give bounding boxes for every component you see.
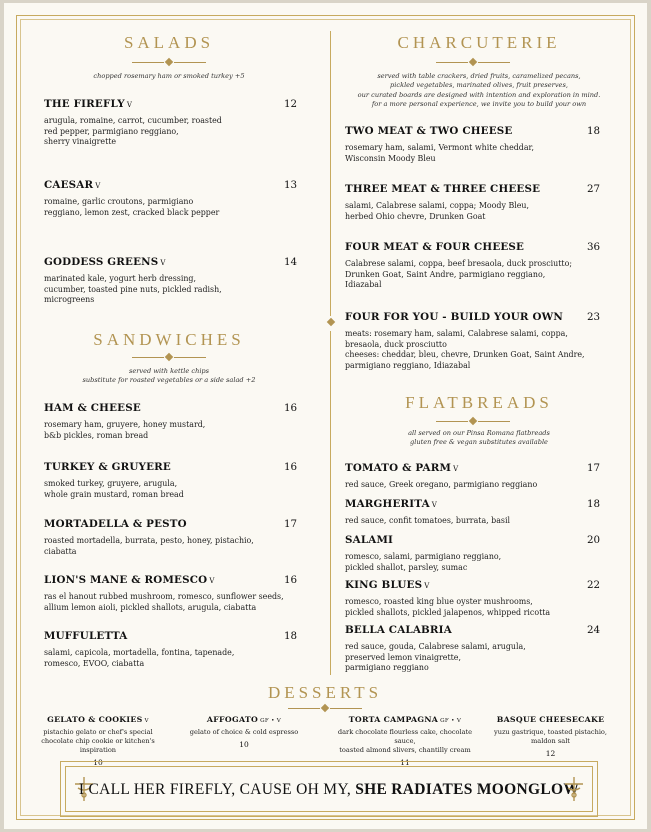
dessert-description: pistachio gelato or chef's special chocolate chip cookie or kitchen's inspiration	[41, 728, 155, 754]
item-name	[345, 624, 615, 636]
sandwiches-item	[44, 402, 314, 441]
item-name	[44, 179, 314, 191]
item-name-text: SALAMI	[345, 534, 394, 546]
dietary-tag: V	[144, 718, 149, 724]
dietary-tag: V	[453, 465, 459, 473]
flatbreads-item	[345, 534, 615, 573]
item-description: romesco, roasted king blue oyster mushrooms, pickled shallots, pickled jalapenos, whipped ricotta	[345, 597, 551, 617]
tagline-text: I CALL HER FIREFLY, CAUSE OH MY, SHE RADIATES MOONGLOW	[78, 781, 580, 798]
dessert-price: 11	[400, 758, 410, 767]
dessert-description: dark chocolate flourless cake, chocolate sauce, toasted almond slivers, chantilly cream	[337, 728, 473, 754]
flatbreads-item	[345, 462, 615, 491]
dietary-tag: V	[209, 577, 215, 585]
sandwiches-ornament	[132, 354, 206, 362]
dessert-price: 10	[239, 740, 249, 749]
dietary-tag: V	[95, 182, 101, 190]
item-price: 17	[587, 462, 601, 474]
item-name-text: GODDESS GREENS	[44, 256, 159, 268]
item-name-text: TURKEY & GRUYERE	[44, 461, 171, 473]
item-description: salami, Calabrese salami, coppa; Moody Bleu, herbed Ohio chevre, Drunken Goat	[345, 201, 530, 221]
item-price: 36	[587, 241, 601, 253]
item-description: marinated kale, yogurt herb dressing, cucumber, toasted pine nuts, pickled radish, microgreens	[44, 274, 222, 305]
item-description: red sauce, confit tomatoes, burrata, basil	[345, 516, 511, 525]
dessert-name-text: AFFOGATO	[206, 715, 259, 724]
item-price: 14	[284, 256, 298, 268]
flatbreads-item	[345, 498, 615, 527]
item-name	[345, 579, 615, 591]
salads-ornament	[132, 59, 206, 67]
item-price: 16	[284, 574, 298, 586]
cross-ornament-icon	[563, 776, 585, 802]
dessert-price: 10	[93, 758, 103, 767]
menu-page	[4, 3, 647, 829]
item-description: meats: rosemary ham, salami, Calabrese salami, coppa, bresaola, duck prosciutto cheeses: cheddar, bleu, chevre, Drunken Goat, Saint Andre, parmigiano reggiano, Idiazabal	[345, 329, 585, 370]
sandwiches-note: served with kettle chips substitute for roasted vegetables or a side salad +2	[82, 367, 256, 385]
item-name	[44, 402, 314, 414]
item-price: 18	[284, 630, 298, 642]
flatbreads-item	[345, 579, 615, 618]
item-price: 23	[587, 311, 601, 323]
item-description: roasted mortadella, burrata, pesto, honey, pistachio, ciabatta	[44, 536, 254, 556]
item-description: salami, capicola, mortadella, fontina, tapenade, romesco, EVOO, ciabatta	[44, 648, 235, 668]
dietary-tag: V	[424, 582, 430, 590]
dessert-name-text: BASQUE CHEESECAKE	[496, 715, 605, 724]
sandwiches-item	[44, 574, 314, 613]
tagline-banner	[60, 761, 598, 817]
flatbreads-note: all served on our Pinsa Romana flatbreads gluten free & vegan substitutes available	[408, 429, 550, 447]
item-description: ras el hanout rubbed mushroom, romesco, sunflower seeds, allium lemon aioli, pickled shallots, arugula, ciabatta	[44, 592, 284, 612]
item-description: red sauce, gouda, Calabrese salami, arugula, preserved lemon vinaigrette, parmigiano reggiano	[345, 642, 526, 673]
item-name-text: TOMATO & PARM	[345, 462, 452, 474]
salads-item	[44, 98, 314, 148]
item-description: romesco, salami, parmigiano reggiano, pickled shallot, parsley, sumac	[345, 552, 502, 572]
dessert-item	[24, 715, 172, 767]
item-price: 18	[587, 125, 601, 137]
charcuterie-item	[345, 183, 615, 222]
item-price: 24	[587, 624, 601, 636]
charcuterie-ornament	[436, 59, 510, 67]
sandwiches-title: SANDWICHES	[93, 330, 245, 349]
item-name-text: THE FIREFLY	[44, 98, 125, 110]
salads-item	[44, 179, 314, 218]
dessert-item	[478, 715, 623, 758]
sandwiches-item	[44, 461, 314, 500]
salads-item	[44, 256, 314, 306]
item-price: 27	[587, 183, 601, 195]
desserts-ornament	[288, 705, 362, 713]
dessert-description: yuzu gastrique, toasted pistachio, maldon salt	[493, 728, 607, 745]
item-name	[345, 534, 615, 546]
dietary-tag: V	[126, 101, 133, 109]
charcuterie-item	[345, 311, 615, 371]
item-name-text: HAM & CHEESE	[44, 402, 141, 414]
sandwiches-item	[44, 630, 314, 669]
item-price: 20	[587, 534, 601, 546]
dietary-tag: GF • V	[260, 718, 282, 724]
item-price: 12	[284, 98, 298, 110]
item-name	[44, 518, 314, 530]
dessert-item	[330, 715, 480, 767]
dessert-price: 12	[545, 749, 556, 758]
item-description: rosemary ham, gruyere, honey mustard, b&b pickles, roman bread	[44, 420, 206, 440]
item-name-text: MORTADELLA & PESTO	[44, 518, 187, 530]
dessert-item	[174, 715, 314, 749]
item-name	[44, 630, 314, 642]
salads-title: SALADS	[123, 33, 215, 52]
item-price: 17	[284, 518, 298, 530]
dietary-tag: V	[431, 501, 438, 509]
item-name	[345, 125, 615, 137]
item-price: 18	[587, 498, 601, 510]
dessert-name	[174, 715, 314, 724]
item-name-text: MUFFULETTA	[44, 630, 128, 642]
item-name-text: LION'S MANE & ROMESCO	[44, 574, 208, 586]
item-name	[345, 311, 615, 323]
item-name	[44, 461, 314, 473]
item-description: red sauce, Greek oregano, parmigiano reggiano	[345, 480, 538, 489]
item-name	[345, 241, 615, 253]
dessert-name	[330, 715, 480, 724]
dessert-name	[24, 715, 172, 724]
dessert-name	[478, 715, 623, 724]
item-description: romaine, garlic croutons, parmigiano reggiano, lemon zest, cracked black pepper	[44, 197, 220, 217]
dessert-name-text: GELATO & COOKIES	[47, 715, 143, 724]
item-name-text: FOUR FOR YOU - BUILD YOUR OWN	[345, 311, 564, 323]
flatbreads-title: FLATBREADS	[405, 393, 553, 412]
item-name-text: FOUR MEAT & FOUR CHEESE	[345, 241, 525, 253]
item-name-text: TWO MEAT & TWO CHEESE	[345, 125, 513, 137]
item-name-text: KING BLUES	[345, 579, 423, 591]
charcuterie-item	[345, 125, 615, 164]
item-description: rosemary ham, salami, Vermont white cheddar, Wisconsin Moody Bleu	[345, 143, 534, 163]
item-name	[44, 98, 314, 110]
item-name	[345, 498, 615, 510]
item-name	[345, 183, 615, 195]
item-name-text: MARGHERITA	[345, 498, 430, 510]
item-description: Calabrese salami, coppa, beef bresaola, duck prosciutto; Drunken Goat, Saint Andre, parmigiano reggiano, Idiazabal	[345, 259, 572, 290]
desserts-title: DESSERTS	[267, 683, 383, 702]
column-divider-top	[330, 31, 331, 316]
item-name	[44, 256, 314, 268]
item-price: 16	[284, 461, 298, 473]
flatbreads-item	[345, 624, 615, 674]
dessert-description: gelato of choice & cold espresso	[189, 728, 299, 736]
charcuterie-item	[345, 241, 615, 291]
item-price: 16	[284, 402, 298, 414]
salads-note: chopped rosemary ham or smoked turkey +5	[93, 72, 245, 80]
item-description: smoked turkey, gruyere, arugula, whole grain mustard, roman bread	[44, 479, 184, 499]
dessert-name-text: TORTA CAMPAGNA	[348, 715, 439, 724]
item-name-text: BELLA CALABRIA	[345, 624, 452, 636]
charcuterie-title: CHARCUTERIE	[397, 33, 561, 52]
item-name	[345, 462, 615, 474]
item-price: 22	[587, 579, 601, 591]
item-name-text: THREE MEAT & THREE CHEESE	[345, 183, 541, 195]
item-description: arugula, romaine, carrot, cucumber, roasted red pepper, parmigiano reggiano, sherry vinaigrette	[44, 116, 222, 147]
charcuterie-note: served with table crackers, dried fruits, caramelized pecans, pickled vegetables, marinated olives, fruit preserves, our curated boards are designed with intention and exploration in mind. for a more personal experience, we invite you to build your own	[357, 72, 601, 109]
dietary-tag: V	[160, 259, 166, 267]
sandwiches-item	[44, 518, 314, 557]
item-name	[44, 574, 314, 586]
item-price: 13	[284, 179, 298, 191]
item-name-text: CAESAR	[44, 179, 94, 191]
dietary-tag: GF • V	[440, 718, 462, 724]
flatbreads-ornament	[436, 418, 510, 426]
column-divider-bottom	[330, 331, 331, 675]
